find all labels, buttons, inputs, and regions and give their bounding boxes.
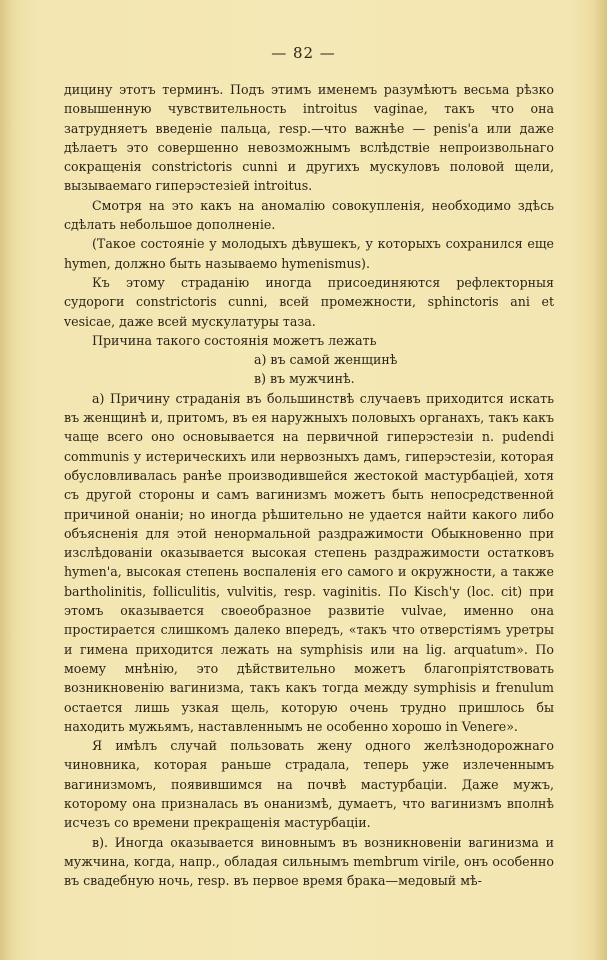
page-right-edge [593,0,607,960]
page-left-edge [0,0,14,960]
page-number: — 82 — [271,44,336,62]
list-item: в) въ мужчинѣ. [254,371,355,387]
paragraph: (Такое состояніе у молодыхъ дѣвушекъ, у которыхъ сохранился еще hymen, должно быть называемо hymenismus). [64,236,554,271]
paragraph: дицину этотъ терминъ. Подъ этимъ именемъ разумѣютъ весьма рѣзко повышенную чувствительность introitus vaginae, такъ что она затрудняетъ введеніе пальца, resp.—что важнѣе — penis'а или даже дѣлаетъ это совершенно невозможнымъ вслѣдствіе непроизвольнаго сокращенія constrictoris cunni и другихъ мускуловъ половой щели, вызываемаго гиперэстезіей introitus. [64,82,554,194]
paragraph: Я имѣлъ случай пользовать жену одного желѣзнодорожнаго чиновника, которая раньше страдала, теперь уже излеченнымъ вагинизмомъ, появившимся на почвѣ мастурбаціи. Даже мужъ, которому она призналась въ онанизмѣ, думаетъ, что вагинизмъ вполнѣ исчезъ со времени прекращенія мастурбаціи. [64,738,554,831]
body-text [64,80,554,890]
paragraph: а) Причину страданія въ большинствѣ случаевъ приходится искать въ женщинѣ и, притомъ, въ ея наружныхъ половыхъ органахъ, такъ какъ чаще всего оно основывается на первичной гиперэстезіи n. pudendi communis у истерическихъ или нервозныхъ дамъ, гиперэстезіи, которая обусловливалась ранѣе производившейся жестокой мастурбаціей, хотя съ другой стороны и самъ вагинизмъ можетъ быть непосредственной причиной онаніи; но иногда рѣшительно не удается найти какого либо объясненія для этой ненормальной раздражимости Обыкновенно при изслѣдованіи оказывается высокая степень раздражимости остатковъ hymen'а, высокая степень воспаленія его самого и окружности, а также bartholinitis, folliculitis, vulvitis, resp. vaginitis. По Kisch'у (loc. cit) при этомъ оказывается своеобразное развитіе vulvae, именно она простирается слишкомъ далеко впередъ, «такъ что отверстіямъ уретры и гимена приходится лежать на symphisis или на lig. arquatum». По моему мнѣнію, это дѣйствительно можетъ благопріятствовать возникновенію вагинизма, такъ какъ тогда между symphisis и frenulum остается лишь узкая щель, которую очень трудно пришлось бы находить мужьямъ, наставленнымъ не особенно хорошо in Venere». [64,390,554,734]
paragraph: Смотря на это какъ на аномалію совокупленія, необходимо здѣсь сдѣлать небольшое дополненіе. [64,197,554,233]
paragraph: в). Иногда оказывается виновнымъ въ возникновеніи вагинизма и мужчина, когда, напр., обладая сильнымъ membrum virile, онъ особенно въ свадебную ночь, resp. въ первое время брака—медовый мѣ- [64,834,554,889]
paragraph: Къ этому страданію иногда присоединяются рефлекторныя судороги constrictoris cunni, всей промежности, sphinctoris ani et vesicae, даже всей мускулатуры таза. [64,274,554,329]
paragraph: Причина такого состоянія можетъ лежать [92,332,377,348]
list-item: а) въ самой женщинѣ [254,352,398,368]
